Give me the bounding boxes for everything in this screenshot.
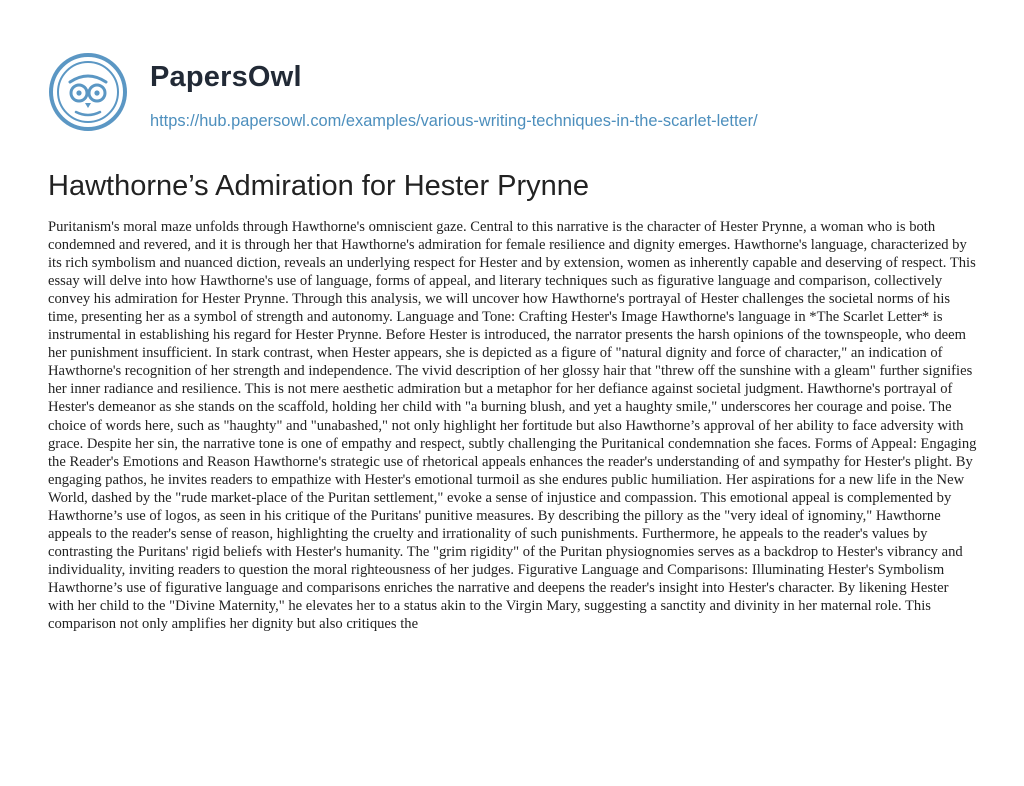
- brand-block: [150, 60, 758, 132]
- page-bottom: [0, 768, 1024, 786]
- brand-header: [48, 52, 758, 152]
- source-url: https://hub.papersowl.com/examples/various-writing-techniques-in-the-scarlet-letter/: [150, 112, 758, 130]
- brand-name: PapersOwl: [150, 61, 302, 93]
- document-title: Hawthorne’s Admiration for Hester Prynne: [48, 170, 590, 202]
- document-body: Puritanism's moral maze unfolds through Hawthorne's omniscient gaze. Central to this narrative is the character of Hester Prynne, a woman who is both condemned and revered, and it is through her that Hawthorne's admiration for female resilience and dignity emerges. Hawthorne's language, characterized by its rich symbolism and nuanced diction, reveals an underlying respect for Hester and by extension, women as inherently capable and deserving of respect. This essay will delve into how Hawthorne's use of language, forms of appeal, and literary techniques such as figurative language and comparison, collectively convey his admiration for Hester Prynne. Through this analysis, we will uncover how Hawthorne's portrayal of Hester challenges the societal norms of his time, presenting her as a symbol of strength and autonomy. Language and Tone: Crafting Hester's Image Hawthorne's language in *The Scarlet Letter* is instrumental in establishing his regard for Hester Prynne. Before Hester is introduced, the narrator presents the harsh opinions of the townspeople, who deem her punishment insufficient. In stark contrast, when Hester appears, she is depicted as a figure of "natural dignity and force of character," an indication of Hawthorne's recognition of her strength and independence. The vivid description of her glossy hair that "threw off the sunshine with a gleam" further signifies her inner radiance and resilience. This is not mere aesthetic admiration but a metaphor for her defiance against societal judgment. Hawthorne's portrayal of Hester's demeanor as she stands on the scaffold, holding her child with "a burning blush, and yet a haughty smile," underscores her courage and poise. The choice of words here, such as "haughty" and "unabashed," not only highlight her fortitude but also Hawthorne’s approval of her ability to face adversity with grace. Despite her sin, the narrative tone is one of empathy and respect, subtly challenging the Puritanical condemnation she faces. Forms of Appeal: Engaging the Reader's Emotions and Reason Hawthorne's strategic use of rhetorical appeals enhances the reader's understanding of and sympathy for Hester's plight. By engaging pathos, he invites readers to empathize with Hester's emotional turmoil as she endures public humiliation. Her aspirations for a new life in the New World, dashed by the "rude market-place of the Puritan settlement," evoke a sense of injustice and compassion. This emotional appeal is complemented by Hawthorne’s use of logos, as seen in his critique of the Puritans' punitive measures. By describing the pillory as the "very ideal of ignominy," Hawthorne appeals to the reader's sense of reason, highlighting the cruelty and irrationality of such punishments. Furthermore, he appeals to the reader's values by contrasting the Puritans' rigid beliefs with Hester's humanity. The "grim rigidity" of the Puritan physiognomies serves as a backdrop to Hester's vibrancy and individuality, inviting readers to question the moral righteousness of her judges. Figurative Language and Comparisons: Illuminating Hester's Symbolism Hawthorne’s use of figurative language and comparisons enriches the narrative and deepens the reader's insight into Hester's character. By likening Hester with her child to the "Divine Maternity," he elevates her to a status akin to the Virgin Mary, suggesting a sanctity and divinity in her maternal role. This comparison not only amplifies her dignity but also critiques the: [48, 219, 977, 633]
- owl-logo-icon: [48, 52, 128, 132]
